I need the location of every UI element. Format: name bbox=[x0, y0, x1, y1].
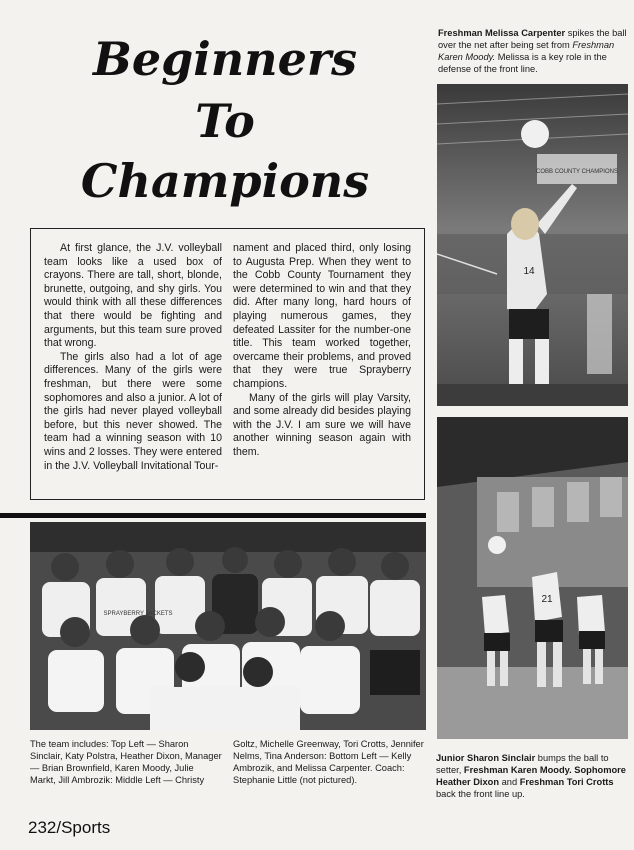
team-caption-col-1: The team includes: Top Left — Sharon Sinclair, Katy Polstra, Heather Dixon, Manager — Brian Brownfield, Karen Moody, Julie Markt, Jill Ambrozik: Middle Left — Christy bbox=[30, 739, 222, 785]
spike-photo bbox=[437, 84, 628, 406]
team-caption-col-2: Goltz, Michelle Greenway, Tori Crotts, Jennifer Nelms, Tina Anderson: Bottom Left — Kelly Ambrozik, and Melissa Carpenter. Coach: Stephanie Little (not pictured). bbox=[233, 739, 424, 785]
bump-photo bbox=[437, 417, 628, 739]
story-paragraph: Many of the girls will play Varsity, and some already did besides playing with the J.V. I am sure we will have another winning season again with them. bbox=[233, 391, 411, 458]
bump-jersey-number: 21 bbox=[541, 594, 553, 605]
section-divider bbox=[0, 513, 426, 518]
team-photo bbox=[30, 522, 426, 730]
shirt-text: SPRAYBERRY JACKETS bbox=[103, 611, 173, 617]
story-paragraph: The girls also had a lot of age differences. Many of the girls were freshman, but there were some sophomores and also a junior. A lot of the girls had never played volleyball before, but this never showed. The team had a winning season with 10 wins and 2 losses. They were entered in the J.V. Volleyball Invitational Tour- bbox=[44, 350, 222, 472]
headline-line-2: To bbox=[195, 94, 255, 148]
story-column-2 bbox=[233, 242, 411, 460]
banner-text: COBB COUNTY CHAMPIONS bbox=[536, 169, 618, 175]
team-photo-art bbox=[30, 522, 426, 730]
bump-photo-art bbox=[437, 417, 628, 739]
spike-caption: Freshman Melissa Carpenter spikes the ball over the net after being set from Freshman Karen Moody. Melissa is a key role in the defense of the front line. bbox=[438, 28, 627, 74]
jersey-number: 14 bbox=[523, 266, 535, 277]
story-column-1 bbox=[44, 242, 222, 473]
story-paragraph: nament and placed third, only losing to Augusta Prep. When they went to the Cobb County Tournament they were determined to win and that they did. After many long, hard hours of playing numerous games, they defeated Lassiter for the number-one title. This team worked together, overcame their problems, and proved that they were true Sprayberry champions. bbox=[233, 242, 411, 390]
spike-photo-art bbox=[437, 84, 628, 406]
headline-line-3: Champions bbox=[80, 154, 370, 208]
bump-caption: Junior Sharon Sinclair bumps the ball to setter, Freshman Karen Moody. Sophomore Heather Dixon and Freshman Tori Crotts back the front line up. bbox=[436, 753, 626, 799]
story-paragraph: At first glance, the J.V. volleyball team looks like a used box of crayons. There are tall, short, blonde, brunette, outgoing, and shy girls. You would think with all these differences that there would be fighting and arguments, but this team sure proved that wrong. bbox=[44, 242, 222, 350]
page-folio: 232/Sports bbox=[28, 818, 111, 837]
headline-line-1: Beginners bbox=[92, 32, 358, 86]
